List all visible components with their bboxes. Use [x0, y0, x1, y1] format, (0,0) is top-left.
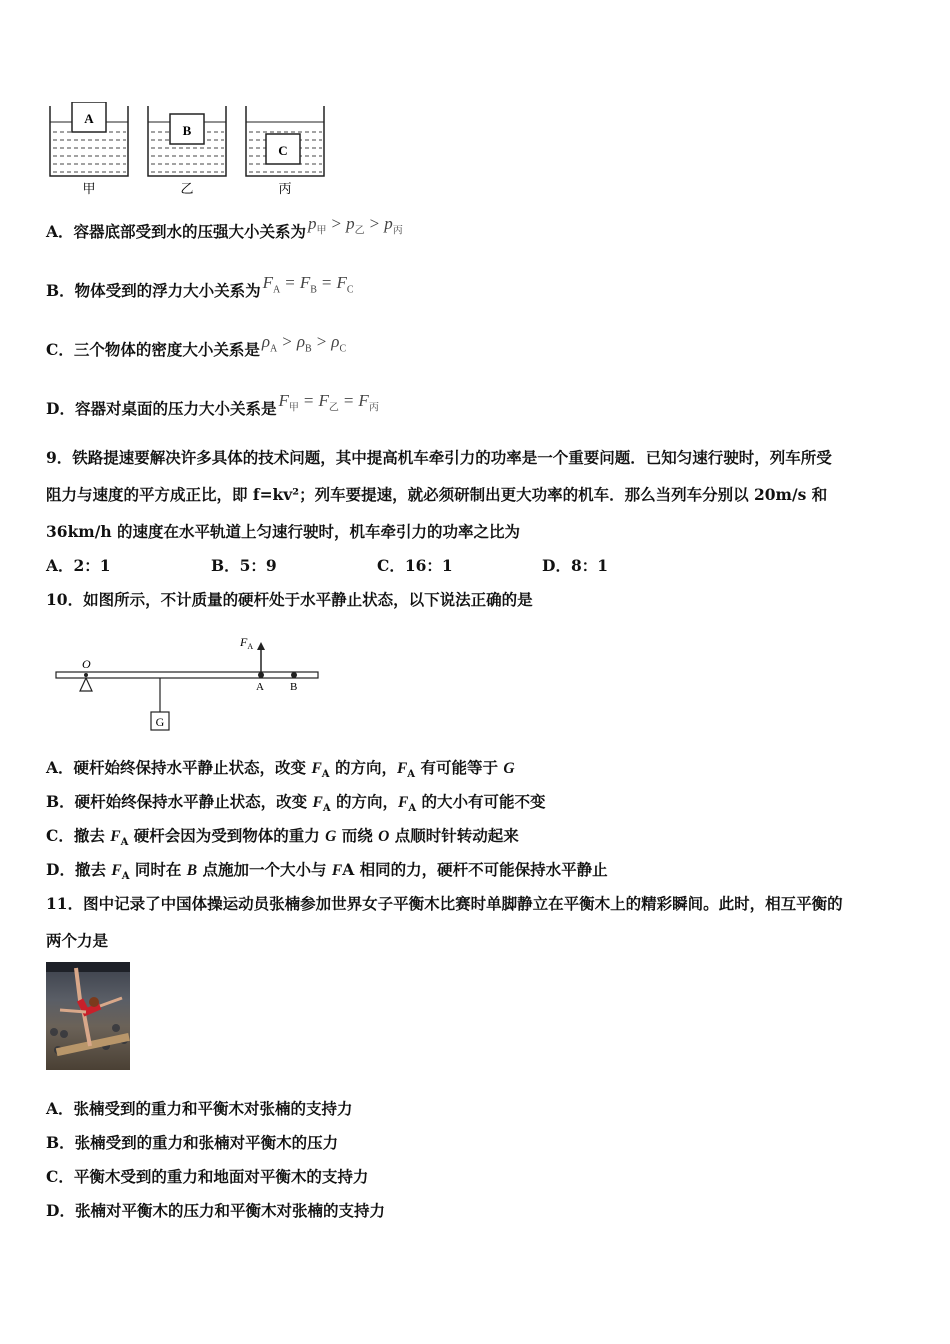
q8-option-a-text: A．容器底部受到水的压强大小关系为	[46, 222, 307, 241]
force-label: $F_A$	[240, 635, 254, 651]
q8-option-a	[46, 214, 403, 249]
q9-stem-line-1: 9．铁路提速要解决许多具体的技术问题，其中提高机车牵引力的功率是一个重要问题．已知匀速行驶时，列车所受	[46, 448, 832, 467]
gymnast-photo-illustration	[46, 962, 130, 1070]
pivot-label: O	[82, 657, 91, 671]
block-a-label: A	[84, 111, 94, 126]
container-bing	[246, 106, 324, 197]
q8-option-b	[46, 273, 354, 308]
q11-stem-line-2: 两个力是	[46, 931, 109, 950]
q8-option-d	[46, 391, 379, 426]
q8-option-c-formula: $\rho_A > \rho_B > \rho_C$	[261, 332, 347, 355]
caption-jia: 甲	[82, 182, 96, 197]
q9-stem-line-2: 阻力与速度的平方成正比，即 f=kv²；列车要提速，就必须研制出更大功率的机车．那么当列车分别以 20m/s 和	[46, 485, 828, 504]
container-jia	[50, 102, 128, 197]
caption-bing: 丙	[278, 182, 292, 197]
point-b-label: B	[290, 681, 298, 693]
q10-stem: 10．如图所示，不计质量的硬杆处于水平静止状态，以下说法正确的是	[46, 590, 533, 609]
q11-option-d: D．张楠对平衡木的压力和平衡木对张楠的支持力	[46, 1201, 385, 1220]
gymnast-photo	[46, 962, 130, 1070]
q9-option-d: D．8：1	[542, 556, 609, 575]
point-a-label: A	[256, 681, 264, 693]
q10-option-b: B．硬杆始终保持水平静止状态，改变 $F_A$ 的方向，$F_A$ 的大小有可能不变	[46, 792, 546, 815]
q9-options	[46, 556, 866, 576]
caption-yi: 乙	[180, 182, 194, 197]
block-b-label: B	[182, 123, 192, 138]
q8-option-c-text: C．三个物体的密度大小关系是	[46, 340, 260, 359]
q8-option-a-formula: $p_甲 > p_乙 > p_丙$	[308, 214, 403, 237]
q9-option-b: B．5：9	[211, 556, 277, 575]
q11-option-c: C．平衡木受到的重力和地面对平衡木的支持力	[46, 1167, 369, 1186]
pivot-icon	[80, 678, 92, 691]
q11-option-a: A．张楠受到的重力和平衡木对张楠的支持力	[46, 1099, 353, 1118]
block-c-label: C	[278, 143, 288, 158]
q9-option-c: C．16：1	[377, 556, 453, 575]
containers-figure	[44, 102, 334, 198]
point-b-dot	[291, 672, 297, 678]
q11-stem-line-1: 11．图中记录了中国体操运动员张楠参加世界女子平衡木比赛时单脚静立在平衡木上的精彩瞬间。此时，相互平衡的	[46, 894, 843, 913]
q8-option-b-text: B．物体受到的浮力大小关系为	[46, 281, 261, 300]
q8-option-c	[46, 332, 347, 367]
lever-figure	[50, 628, 330, 734]
q11-option-b: B．张楠受到的重力和张楠对平衡木的压力	[46, 1133, 339, 1152]
point-a-dot	[258, 672, 264, 678]
lever-rod	[56, 672, 318, 678]
container-yi	[148, 106, 226, 197]
q10-option-d: D．撤去 $F_A$ 同时在 B 点施加一个大小与 FA 相同的力，硬杆不可能保持水平静止	[46, 860, 608, 883]
q8-option-b-formula: $F_A = F_B = F_C$	[262, 273, 354, 296]
weight-label: G	[155, 715, 165, 729]
q10-option-a: A．硬杆始终保持水平静止状态，改变 $F_A$ 的方向，$F_A$ 有可能等于 G	[46, 758, 515, 781]
q9-option-a: A．2：1	[46, 556, 111, 575]
q8-option-d-text: D．容器对桌面的压力大小关系是	[46, 399, 277, 418]
q9-stem-line-3: 36km/h 的速度在水平轨道上匀速行驶时，机车牵引力的功率之比为	[46, 522, 521, 541]
q10-option-c: C．撤去 $F_A$ 硬杆会因为受到物体的重力 G 而绕 O 点顺时针转动起来	[46, 826, 519, 849]
q8-option-d-formula: $F_甲 = F_乙 = F_丙$	[278, 391, 379, 414]
